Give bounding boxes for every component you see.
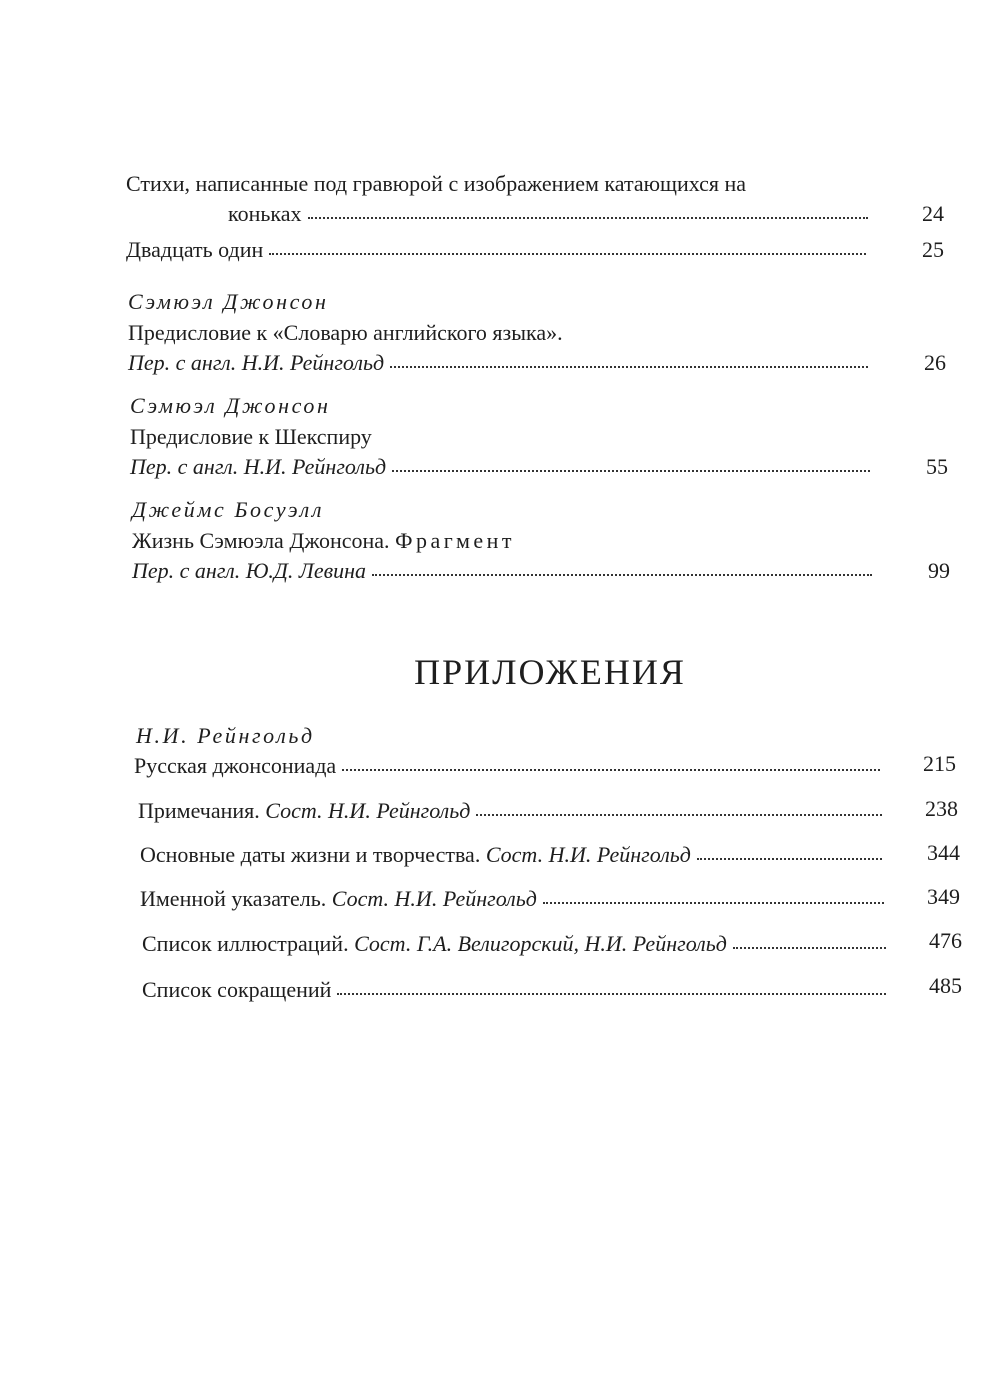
appendix-item-title xyxy=(142,930,727,958)
toc-entry-leader xyxy=(128,349,868,377)
dot-leader xyxy=(390,366,868,368)
toc-entry-leader xyxy=(138,797,882,825)
dot-leader xyxy=(342,769,880,771)
page-number: 476 xyxy=(929,928,962,953)
toc-entry-leader xyxy=(228,200,868,228)
toc-entry-leader xyxy=(142,976,886,1004)
toc-entry-leader xyxy=(130,453,870,481)
author-name: Сэмюэл Джонсон xyxy=(130,393,331,418)
appendix-item-label: Именной указатель. xyxy=(140,886,327,911)
compiler-credit: Сост. Н.И. Рейнгольд xyxy=(485,842,691,867)
page-number: 26 xyxy=(924,350,946,375)
section-heading: ПРИЛОЖЕНИЯ xyxy=(414,652,686,692)
appendix-item-title: Список сокращений xyxy=(142,977,332,1002)
appendix-item-title: Русская джонсониада xyxy=(134,753,337,778)
author-name: Н.И. Рейнгольд xyxy=(136,723,315,748)
work-title: Предисловие к Шекспиру xyxy=(130,424,372,449)
toc-entry-leader xyxy=(126,236,866,264)
toc-entry-title: Двадцать один xyxy=(126,237,264,262)
appendix-item-title xyxy=(138,797,470,825)
dot-leader xyxy=(392,470,870,472)
appendix-item-title xyxy=(140,885,537,913)
page-number: 349 xyxy=(927,884,960,909)
toc-entry-title: Стихи, написанные под гравюрой с изображением катающихся на xyxy=(126,171,747,196)
translator-credit: Пер. с англ. Ю.Д. Левина xyxy=(132,558,367,583)
work-title: Предисловие к «Словарю английского языка». xyxy=(128,320,563,345)
author-name: Сэмюэл Джонсон xyxy=(128,289,329,314)
compiler-credit: Сост. Н.И. Рейнгольд xyxy=(331,886,537,911)
dot-leader xyxy=(269,253,866,255)
work-title-main: Жизнь Сэмюэла Джонсона. xyxy=(132,528,390,553)
compiler-credit: Сост. Г.А. Велигорский, Н.И. Рейнгольд xyxy=(354,931,727,956)
translator-credit: Пер. с англ. Н.И. Рейнгольд xyxy=(128,350,385,375)
dot-leader xyxy=(476,814,882,816)
toc-entry-leader xyxy=(132,557,872,585)
work-title-suffix: Фрагмент xyxy=(395,528,516,553)
page-number: 99 xyxy=(928,558,950,583)
toc-entry-leader xyxy=(134,752,880,780)
page-number: 24 xyxy=(922,201,944,226)
page-number: 344 xyxy=(927,840,960,865)
page-number: 55 xyxy=(926,454,948,479)
dot-leader xyxy=(543,902,884,904)
page-number: 215 xyxy=(923,751,956,776)
dot-leader xyxy=(372,574,872,576)
compiler-credit: Сост. Н.И. Рейнгольд xyxy=(265,798,471,823)
toc-entry-title-cont: коньках xyxy=(228,201,302,226)
appendix-item-label: Основные даты жизни и творчества. xyxy=(140,842,481,867)
toc-entry-leader xyxy=(140,885,884,913)
page-number: 485 xyxy=(929,973,962,998)
dot-leader xyxy=(308,217,869,219)
dot-leader xyxy=(697,858,882,860)
dot-leader xyxy=(337,993,886,995)
work-title xyxy=(132,527,515,555)
translator-credit: Пер. с англ. Н.И. Рейнгольд xyxy=(130,454,387,479)
toc-entry-leader xyxy=(140,841,882,869)
dot-leader xyxy=(733,947,886,949)
appendix-item-title xyxy=(140,841,691,869)
page-number: 238 xyxy=(925,796,958,821)
toc-entry-leader xyxy=(142,930,886,958)
appendix-item-label: Список иллюстраций. xyxy=(142,931,349,956)
appendix-item-label: Примечания. xyxy=(138,798,260,823)
page-number: 25 xyxy=(922,237,944,262)
author-name: Джеймс Босуэлл xyxy=(132,497,325,522)
